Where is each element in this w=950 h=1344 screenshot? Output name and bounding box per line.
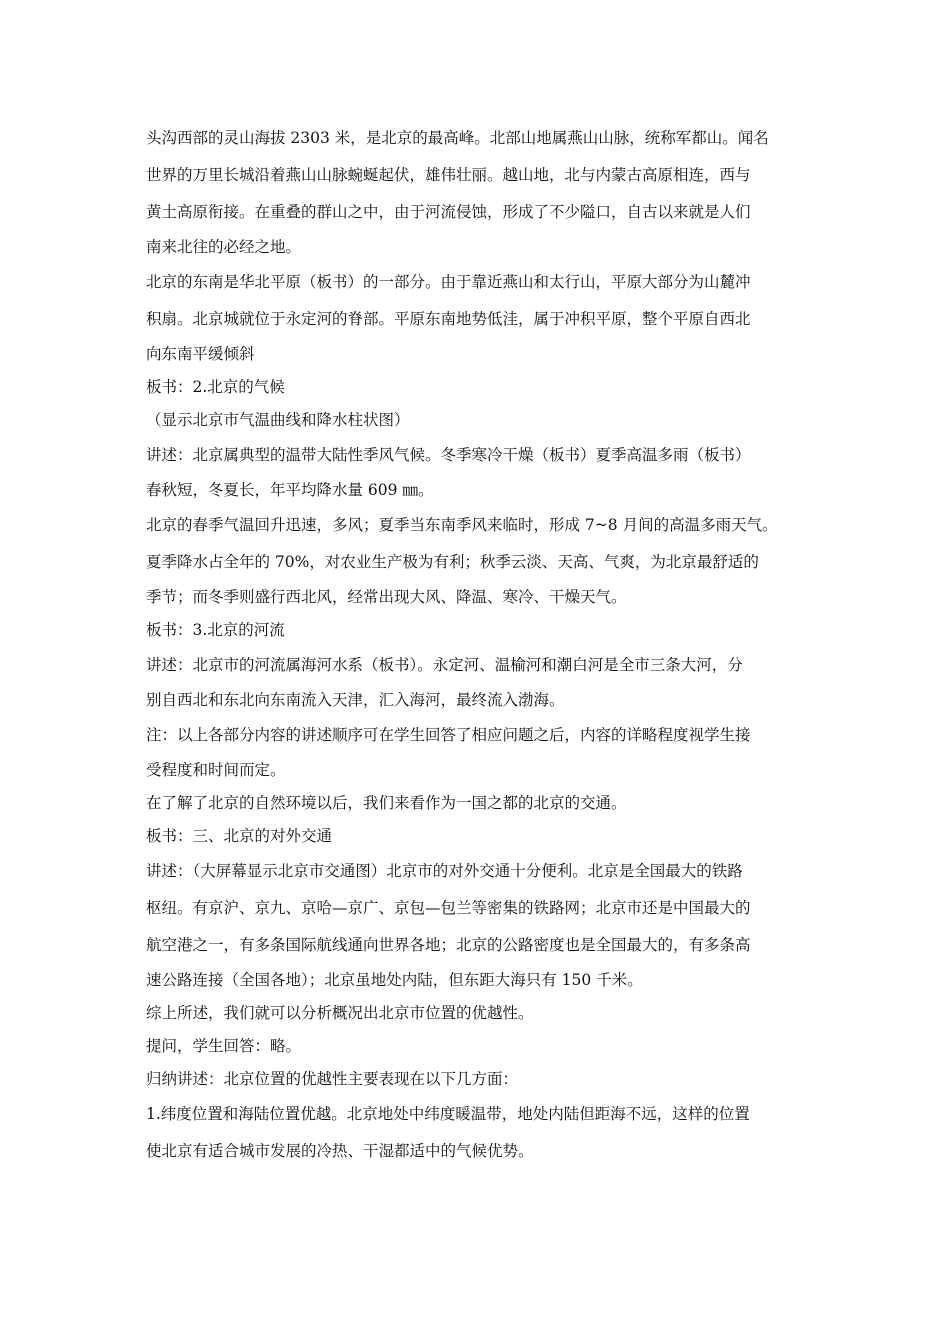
text-line: 注：以上各部分内容的讲述顺序可在学生回答了相应问题之后，内容的详略程度视学生接 xyxy=(146,726,751,744)
text-line: 别自西北和东北向东南流入天津，汇入海河，最终流入渤海。 xyxy=(146,691,565,709)
text-line: 北京的春季气温回升迅速，多风；夏季当东南季风来临时，形成 7~8 月间的高温多雨天气。 xyxy=(146,516,778,534)
text-line: 世界的万里长城沿着燕山山脉蜿蜒起伏，雄伟壮丽。越山地，北与内蒙古高原相连，西与 xyxy=(146,166,751,184)
text-line: 讲述：（大屏幕显示北京市交通图）北京市的对外交通十分便利。北京是全国最大的铁路 xyxy=(146,862,743,880)
text-line: 夏季降水占全年的 70%，对农业生产极为有利；秋季云淡、天高、气爽，为北京最舒适的 xyxy=(146,553,759,571)
text-line: （显示北京市气温曲线和降水柱状图） xyxy=(146,411,410,429)
text-line: 提问，学生回答：略。 xyxy=(146,1037,302,1055)
section-heading: 板书：3.北京的河流 xyxy=(146,621,285,639)
text-line: 头沟西部的灵山海拔 2303 米，是北京的最高峰。北部山地属燕山山脉，统称军都山。闻名 xyxy=(146,129,769,147)
text-line: 枢纽。有京沪、京九、京哈—京广、京包—包兰等密集的铁路网；北京市还是中国最大的 xyxy=(146,899,751,917)
text-line: 向东南平缓倾斜 xyxy=(146,345,255,363)
text-line: 黄土高原衔接。在重叠的群山之中，由于河流侵蚀，形成了不少隘口，自古以来就是人们 xyxy=(146,203,751,221)
text-line: 讲述：北京属典型的温带大陆性季风气候。冬季寒冷干燥（板书）夏季高温多雨（板书） xyxy=(146,446,751,464)
text-line: 航空港之一，有多条国际航线通向世界各地；北京的公路密度也是全国最大的，有多条高 xyxy=(146,936,751,954)
text-line: 受程度和时间而定。 xyxy=(146,761,286,779)
text-line: 南来北往的必经之地。 xyxy=(146,238,302,256)
text-line: 讲述：北京市的河流属海河水系（板书）。永定河、温榆河和潮白河是全市三条大河，分 xyxy=(146,656,743,674)
text-line: 1.纬度位置和海陆位置优越。北京地处中纬度暖温带，地处内陆但距海不远，这样的位置 xyxy=(146,1105,750,1123)
text-line: 春秋短，冬夏长，年平均降水量 609 ㎜。 xyxy=(146,481,434,499)
text-line: 归纳讲述：北京位置的优越性主要表现在以下几方面： xyxy=(146,1070,519,1088)
text-line: 使北京有适合城市发展的冷热、干湿都适中的气候优势。 xyxy=(146,1142,534,1160)
text-line: 季节；而冬季则盛行西北风，经常出现大风、降温、寒冷、干燥天气。 xyxy=(146,588,627,606)
text-line: 在了解了北京的自然环境以后，我们来看作为一国之都的北京的交通。 xyxy=(146,794,627,812)
section-heading: 板书：三、北京的对外交通 xyxy=(146,827,333,845)
text-line: 北京的东南是华北平原（板书）的一部分。由于靠近燕山和太行山，平原大部分为山麓冲 xyxy=(146,273,751,291)
text-line: 综上所述，我们就可以分析概况出北京市位置的优越性。 xyxy=(146,1004,534,1022)
section-heading: 板书：2.北京的气候 xyxy=(146,378,285,396)
text-line: 速公路连接（全国各地）；北京虽地处内陆，但东距大海只有 150 千米。 xyxy=(146,971,643,989)
text-line: 积扇。北京城就位于永定河的脊部。平原东南地势低洼，属于冲积平原，整个平原自西北 xyxy=(146,310,751,328)
document-body xyxy=(146,120,846,1170)
